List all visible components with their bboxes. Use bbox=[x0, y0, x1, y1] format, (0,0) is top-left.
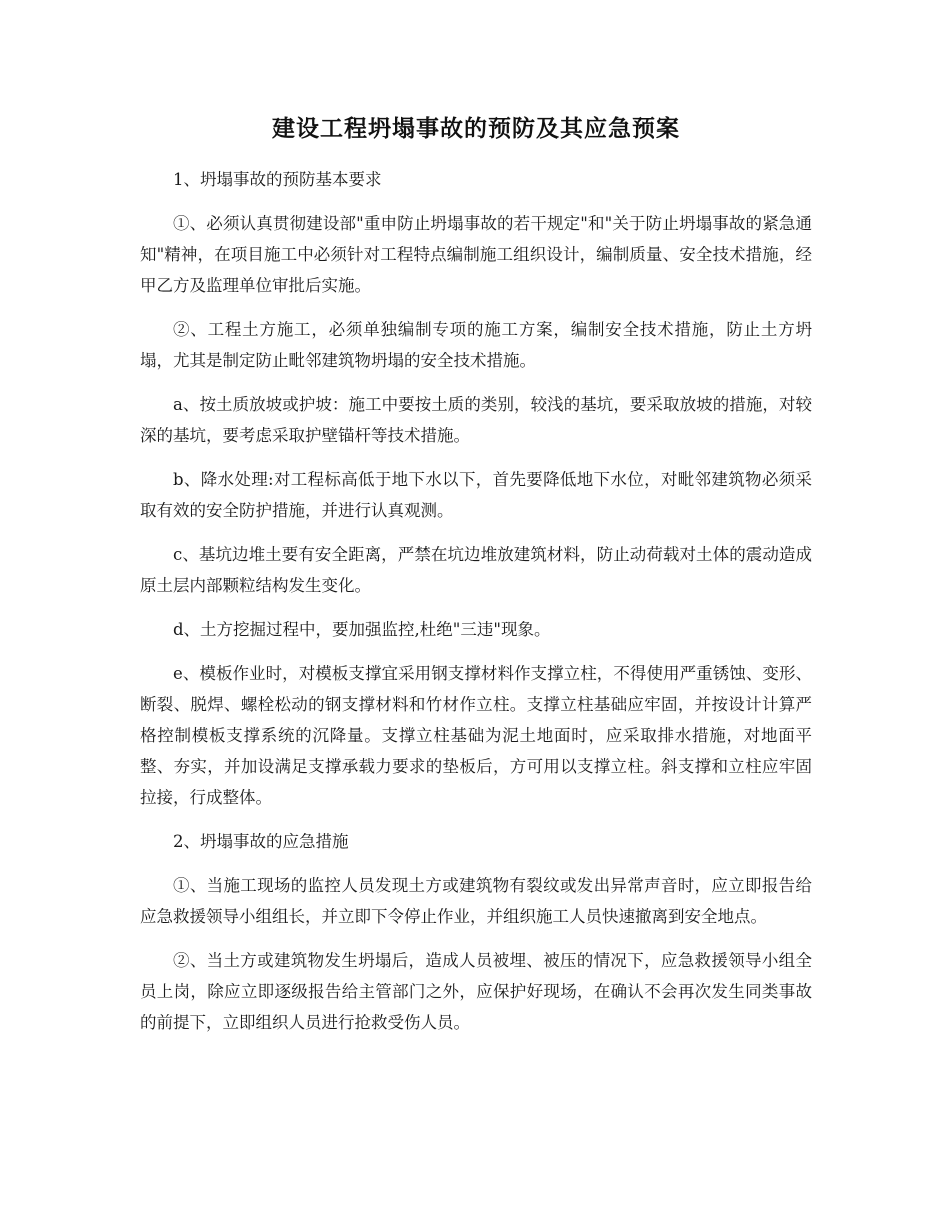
section-heading-emergency: 2、坍塌事故的应急措施 bbox=[173, 832, 349, 851]
document-page bbox=[140, 112, 812, 1051]
paragraph: e、模板作业时，对模板支撑宜采用钢支撑材料作支撑立柱，不得使用严重锈蚀、变形、断裂、脱焊、螺栓松动的钢支撑材料和竹材作立柱。支撑立柱基础应牢固，并按设计计算严格控制模板支撑系统的沉降量。支撑立柱基础为泥土地面时，应采取排水措施，对地面平整、夯实，并加设满足支撑承载力要求的垫板后，方可用以支撑立柱。斜支撑和立柱应牢固拉接，行成整体。 bbox=[140, 664, 812, 807]
paragraph: b、降水处理:对工程标高低于地下水以下，首先要降低地下水位，对毗邻建筑物必须采取有效的安全防护措施，并进行认真观测。 bbox=[140, 470, 812, 520]
paragraph: ①、当施工现场的监控人员发现土方或建筑物有裂纹或发出异常声音时，应立即报告给应急救援领导小组组长，并立即下令停止作业，并组织施工人员快速撤离到安全地点。 bbox=[140, 876, 812, 926]
paragraph: ②、当土方或建筑物发生坍塌后，造成人员被埋、被压的情况下，应急救援领导小组全员上岗，除应立即逐级报告给主管部门之外，应保护好现场，在确认不会再次发生同类事故的前提下，立即组织人员进行抢救受伤人员。 bbox=[140, 951, 812, 1032]
section-heading-prevention: 1、坍塌事故的预防基本要求 bbox=[173, 170, 382, 189]
document-title: 建设工程坍塌事故的预防及其应急预案 bbox=[272, 115, 680, 142]
paragraph: c、基坑边堆土要有安全距离，严禁在坑边堆放建筑材料，防止动荷载对土体的震动造成原土层内部颗粒结构发生变化。 bbox=[140, 545, 812, 595]
paragraph: d、土方挖掘过程中，要加强监控,杜绝"三违"现象。 bbox=[173, 620, 551, 639]
paragraph: a、按土质放坡或护坡：施工中要按土质的类别，较浅的基坑，要采取放坡的措施，对较深的基坑，要考虑采取护壁锚杆等技术措施。 bbox=[140, 395, 812, 445]
paragraph: ①、必须认真贯彻建设部"重申防止坍塌事故的若干规定"和"关于防止坍塌事故的紧急通知"精神，在项目施工中必须针对工程特点编制施工组织设计，编制质量、安全技术措施，经甲乙方及监理单位审批后实施。 bbox=[140, 214, 812, 295]
paragraph: ②、工程土方施工，必须单独编制专项的施工方案，编制安全技术措施，防止土方坍塌，尤其是制定防止毗邻建筑物坍塌的安全技术措施。 bbox=[140, 320, 812, 370]
